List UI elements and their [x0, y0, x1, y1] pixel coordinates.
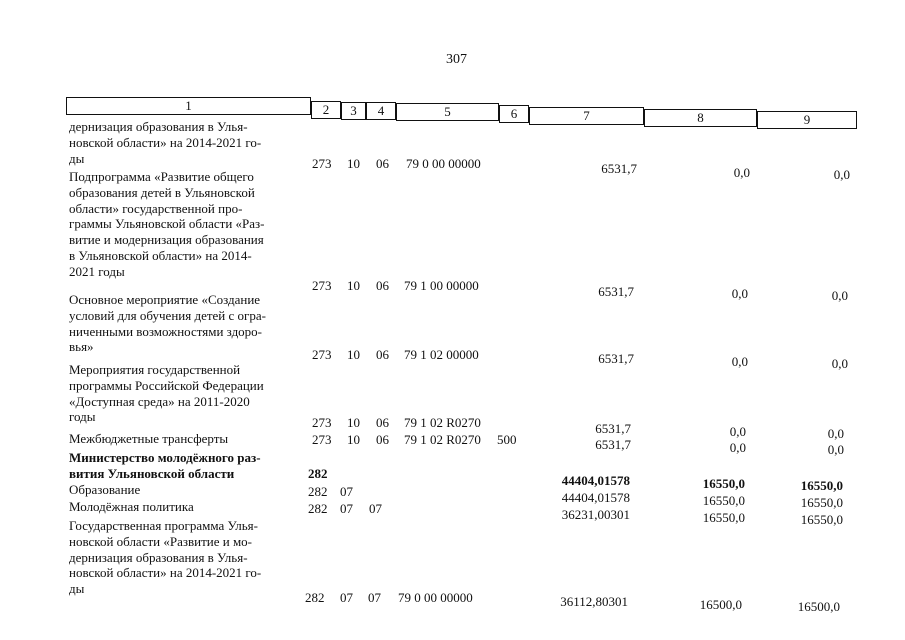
cell-amount-2021: 0,0 [831, 356, 848, 371]
row-text-line: вития Ульяновской области [69, 465, 235, 481]
cell-amount-2020: 16550,0 [702, 510, 745, 525]
row-text-line: дернизация образования в Улья- [69, 119, 248, 134]
cell-subsection: 06 [376, 156, 389, 171]
cell-amount-2020: 0,0 [733, 165, 750, 180]
row-text-line: ниченными возможностями здоро- [69, 323, 263, 339]
row-text-line: Мероприятия государственной [69, 362, 241, 377]
cell-amount-2020: 0,0 [731, 354, 748, 369]
row-text-line: Молодёжная политика [69, 499, 194, 514]
cell-target-article: 79 0 00 00000 [406, 156, 481, 171]
cell-amount-2021: 16500,0 [797, 599, 840, 614]
cell-section: 10 [347, 156, 360, 171]
row-text-line: Подпрограмма «Развитие общего [69, 169, 254, 184]
row-description [69, 362, 301, 425]
cell-amount-2021: 16550,0 [800, 478, 843, 493]
cell-ministry-code: 273 [312, 415, 332, 430]
cell-ministry-code: 282 [308, 501, 328, 516]
cell-ministry-code: 273 [312, 347, 332, 362]
cell-amount-2020: 16500,0 [699, 597, 742, 612]
header-col-2: 2 [311, 101, 341, 119]
row-text-line: витие и модернизация образования [69, 232, 264, 248]
cell-amount-2021: 0,0 [831, 288, 848, 303]
cell-amount-2021: 16550,0 [800, 495, 843, 510]
cell-target-article: 79 1 02 00000 [404, 347, 479, 362]
row-text-line: Основное мероприятие «Создание [69, 292, 261, 307]
cell-expense-type: 500 [497, 432, 517, 447]
cell-amount-2019: 6531,7 [598, 351, 634, 366]
cell-subsection: 07 [368, 590, 381, 605]
row-text-line: образования детей в Ульяновской [69, 184, 255, 200]
cell-subsection: 06 [376, 415, 389, 430]
cell-amount-2020: 0,0 [729, 424, 746, 439]
row-text-line: области» государственной про- [69, 200, 243, 216]
row-text-line: Образование [69, 482, 141, 497]
cell-amount-2019: 6531,7 [595, 421, 631, 436]
cell-amount-2019: 6531,7 [598, 284, 634, 299]
cell-target-article: 79 1 02 R0270 [404, 432, 481, 447]
cell-amount-2020: 0,0 [731, 286, 748, 301]
header-col-1: 1 [66, 97, 311, 115]
cell-amount-2021: 0,0 [827, 442, 844, 457]
cell-section: 07 [340, 590, 353, 605]
row-text-line: Министерство молодёжного раз- [69, 450, 261, 465]
cell-section: 10 [347, 432, 360, 447]
row-text-line: «Доступная среда» на 2011-2020 [69, 393, 250, 409]
cell-amount-2019: 6531,7 [595, 437, 631, 452]
cell-section: 10 [347, 278, 360, 293]
cell-ministry-code: 273 [312, 278, 332, 293]
cell-amount-2020: 16550,0 [702, 493, 745, 508]
header-col-6: 6 [499, 105, 529, 123]
row-text-line: ды [69, 581, 85, 597]
cell-amount-2019: 44404,01578 [561, 473, 630, 488]
header-col-9: 9 [757, 111, 857, 129]
cell-ministry-code: 282 [308, 484, 328, 499]
cell-amount-2020: 0,0 [729, 440, 746, 455]
cell-section: 10 [347, 415, 360, 430]
row-description [69, 499, 301, 515]
header-col-5: 5 [396, 103, 499, 121]
cell-subsection: 06 [376, 432, 389, 447]
row-text-line: новской области «Развитие и мо- [69, 533, 253, 549]
cell-amount-2019: 44404,01578 [561, 490, 630, 505]
row-text-line: условий для обучения детей с огра- [69, 307, 266, 323]
header-col-4: 4 [366, 102, 396, 120]
cell-subsection: 06 [376, 278, 389, 293]
cell-target-article: 79 1 00 00000 [404, 278, 479, 293]
row-text-line: граммы Ульяновской области «Раз- [69, 216, 265, 232]
row-description [69, 450, 301, 482]
row-text-line: программы Российской Федерации [69, 377, 264, 393]
row-description [69, 518, 301, 597]
row-text-line: дернизация образования в Улья- [69, 549, 248, 565]
cell-target-article: 79 0 00 00000 [398, 590, 473, 605]
header-col-8: 8 [644, 109, 757, 127]
row-text-line: новской области» на 2014-2021 го- [69, 565, 262, 581]
cell-amount-2020: 16550,0 [702, 476, 745, 491]
row-description [69, 482, 301, 498]
cell-section: 07 [340, 484, 353, 499]
row-description [69, 169, 301, 280]
cell-subsection: 07 [369, 501, 382, 516]
row-text-line: вья» [69, 339, 94, 355]
cell-section: 10 [347, 347, 360, 362]
cell-amount-2019: 36231,00301 [561, 507, 630, 522]
cell-amount-2019: 36112,80301 [560, 594, 628, 609]
row-text-line: новской области» на 2014-2021 го- [69, 134, 262, 150]
row-text-line: Государственная программа Улья- [69, 518, 258, 533]
cell-ministry-code: 273 [312, 156, 332, 171]
row-text-line: Межбюджетные трансферты [69, 431, 229, 446]
cell-ministry-code: 273 [312, 432, 332, 447]
cell-ministry-code: 282 [308, 466, 328, 481]
row-text-line: в Ульяновской области» на 2014- [69, 247, 252, 263]
cell-amount-2021: 0,0 [833, 167, 850, 182]
row-text-line: ды [69, 150, 85, 166]
header-col-3: 3 [341, 102, 366, 120]
cell-amount-2021: 0,0 [827, 426, 844, 441]
row-text-line: годы [69, 409, 96, 425]
page-number: 307 [446, 52, 467, 67]
cell-subsection: 06 [376, 347, 389, 362]
row-description [69, 431, 301, 447]
row-text-line: 2021 годы [69, 263, 125, 279]
cell-amount-2021: 16550,0 [800, 512, 843, 527]
cell-amount-2019: 6531,7 [601, 161, 637, 176]
cell-ministry-code: 282 [305, 590, 325, 605]
cell-section: 07 [340, 501, 353, 516]
row-description [69, 292, 301, 355]
cell-target-article: 79 1 02 R0270 [404, 415, 481, 430]
header-col-7: 7 [529, 107, 644, 125]
row-description [69, 119, 301, 166]
